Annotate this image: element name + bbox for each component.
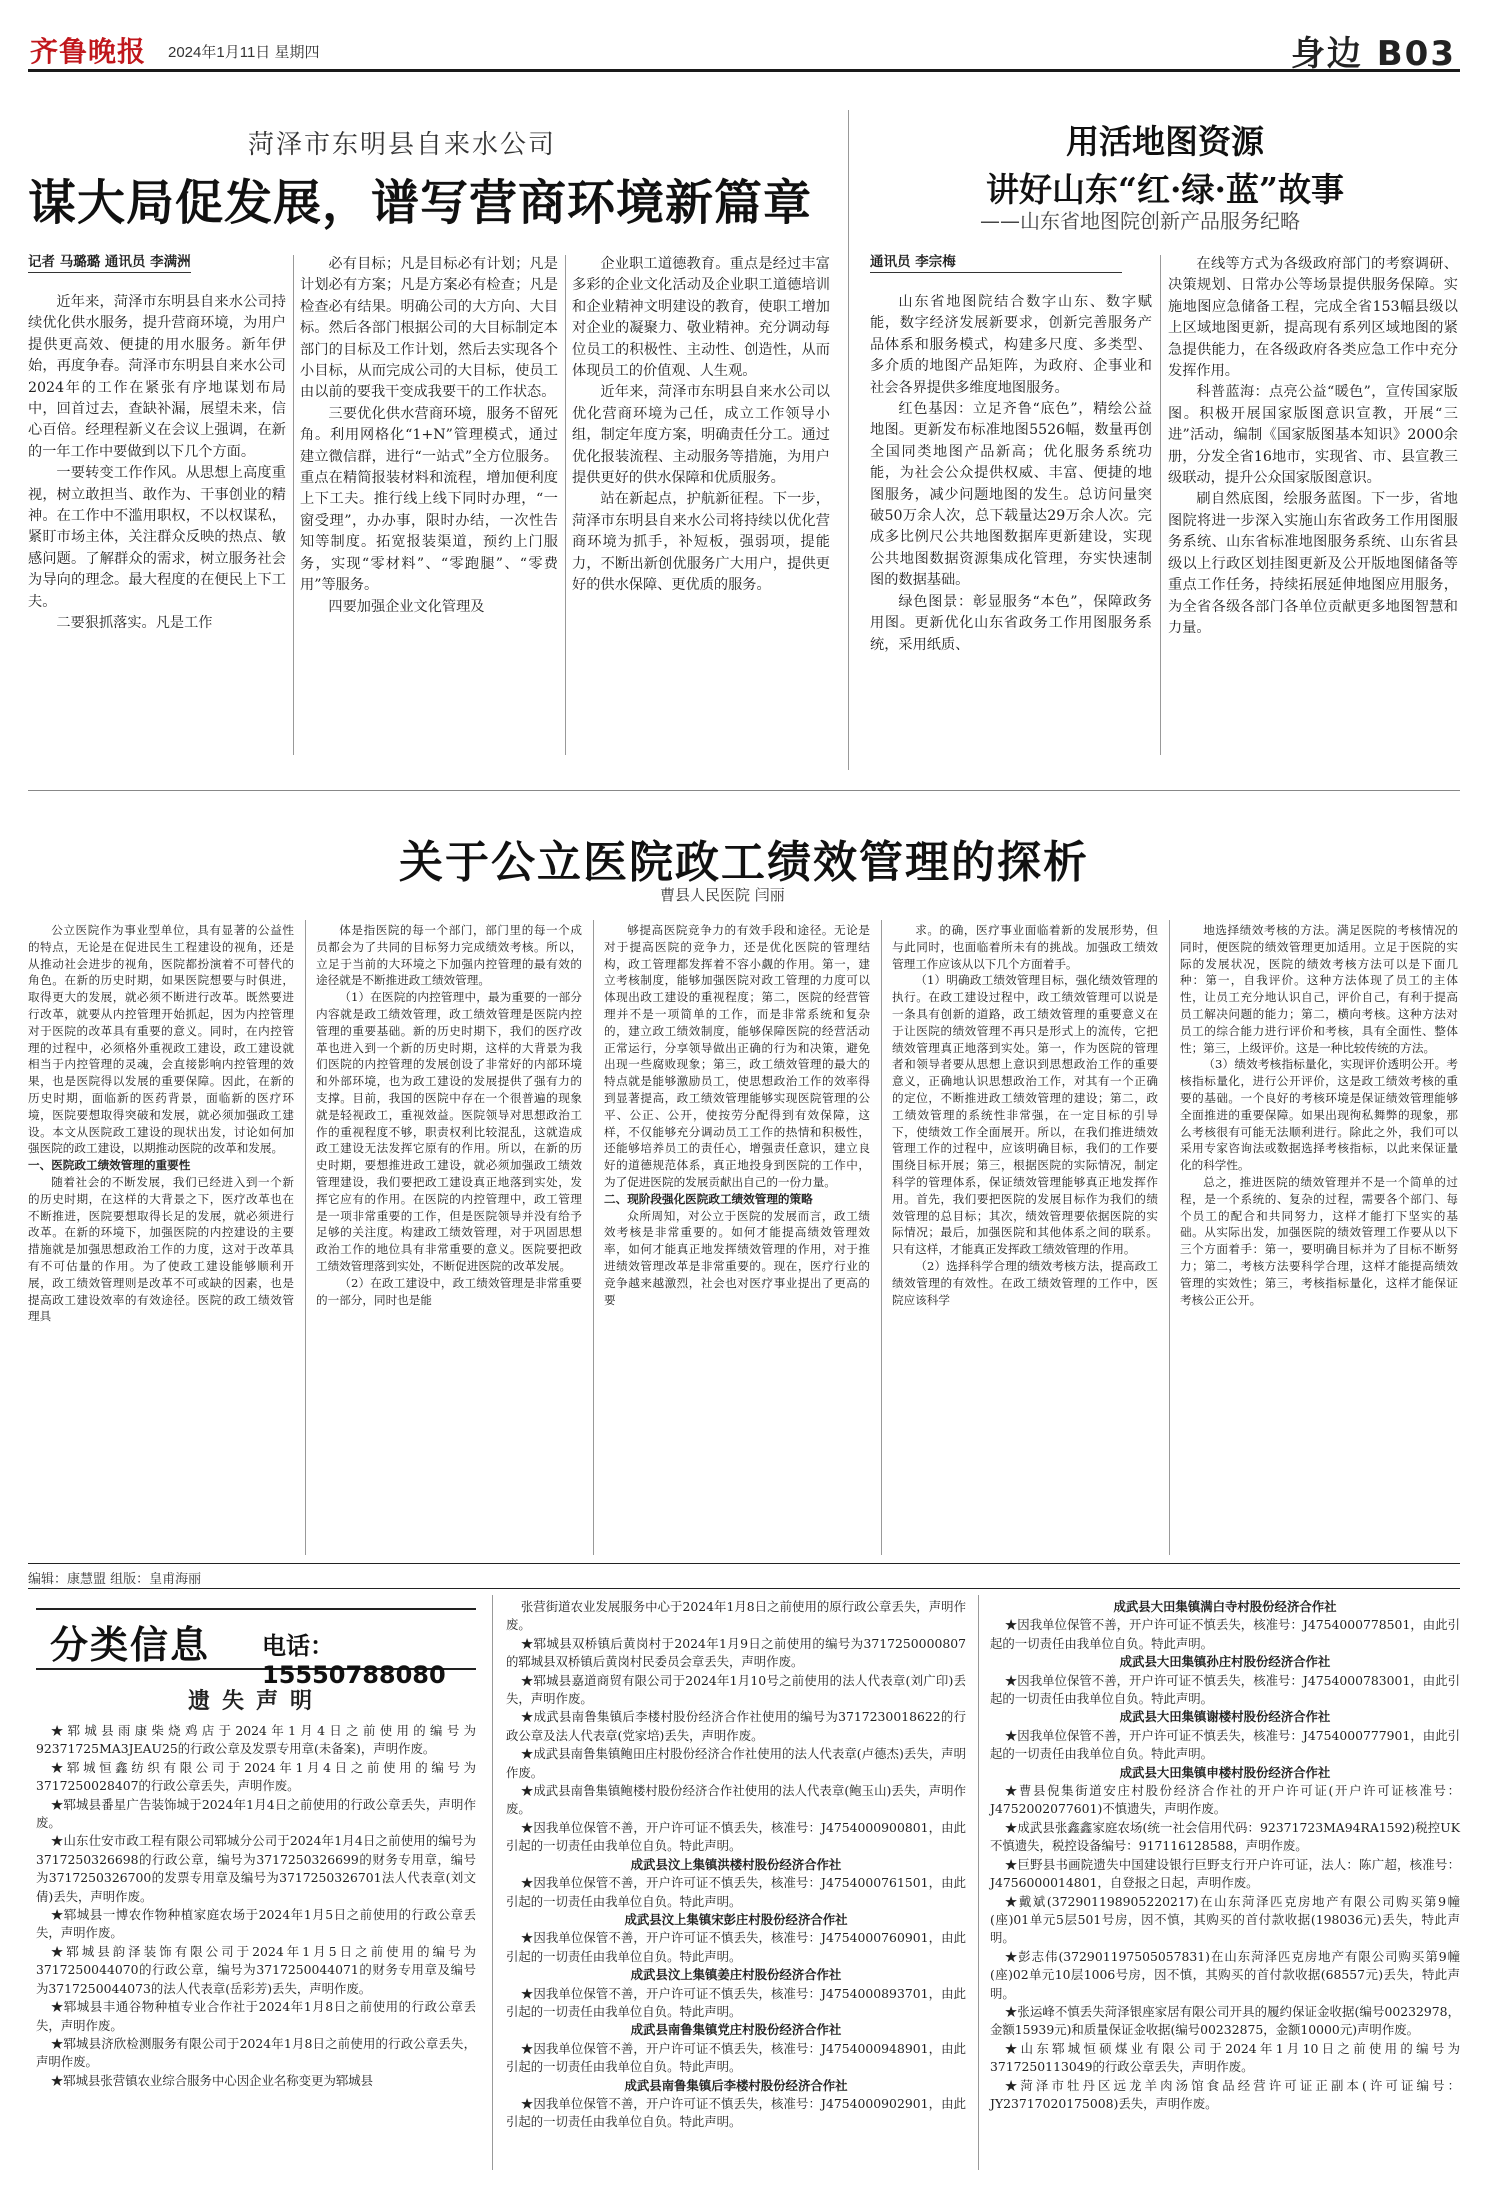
classified-banner (36, 1608, 476, 1689)
paragraph: ★巨野县书画院遗失中国建设银行巨野支行开户许可证，法人：陈广超，核准号：J4756000014801，自登报之日起，声明作废。 (990, 1856, 1460, 1891)
paragraph: ★郓城县嘉道商贸有限公司于2024年1月10号之前使用的法人代表章(刘广印)丢失，声明作废。 (506, 1672, 966, 1707)
editor-credits: 编辑：康慧盟 组版：皇甫海丽 (28, 1572, 202, 1587)
paragraph: 在线等方式为各级政府部门的考察调研、决策规划、日常办公等场景提供服务保障。实施地图应急储备工程，完成全省153幅县级以上区域地图更新，提高现有系列区域地图的紧急提供能力，在各级政府各类应急工作中充分发挥作用。 (1168, 256, 1458, 380)
article2-title-line2: 讲好山东“红·绿·蓝”故事 (986, 170, 1344, 209)
paragraph: ★菏泽市牡丹区远龙羊肉汤馆食品经营许可证正副本(许可证编号：JY23717020175008)丢失，声明作废。 (990, 2077, 1460, 2111)
paragraph: ★因我单位保管不善，开户许可证不慎丢失，核准号：J4754000948901，由此引起的一切责任由我单位自负。特此声明。 (506, 2040, 966, 2075)
classified-phone: 电话：15550788080 (262, 1632, 446, 1689)
column-divider (978, 1595, 979, 2170)
column-divider (305, 920, 306, 1555)
column-divider (1169, 920, 1170, 1555)
paragraph: 二要狠抓落实。凡是工作 (56, 615, 213, 632)
column-divider (881, 920, 882, 1555)
classified-col2 (506, 1598, 966, 2132)
paragraph: ★山东仕安市政工程有限公司郓城分公司于2024年1月4日之前使用的编号为3717250326698的行政公章，编号为3717250326699的财务专用章，编号为3717250326700的发票专用章及编号为3717250326701法人代表章(刘文倩)丢失，声明作废。 (36, 1833, 476, 1904)
paragraph: ★因我单位保管不善，开户许可证不慎丢失，核准号：J4754000893701，由此引起的一切责任由我单位自负。特此声明。 (506, 1985, 966, 2019)
notice-signature: 成武县汶上集镇洪楼村股份经济合作社 (630, 1856, 842, 1872)
section-heading: 二、现阶段强化医院政工绩效管理的策略 (604, 1191, 813, 1206)
paragraph: ★彭志伟(372901197505057831)在山东菏泽匹克房地产有限公司购买第9幢(座)02单元10层1006号房，因不慎，其购买的首付款收据(68557元)丢失，特此声明。 (990, 1948, 1460, 2001)
article3-title: 关于公立医院政工绩效管理的探析 (399, 837, 1089, 888)
paragraph: ★郓城县双桥镇后黄岗村于2024年1月9日之前使用的编号为3717250000807的郓城县双桥镇后黄岗村民委员会章丢失，声明作废。 (506, 1635, 966, 1670)
paragraph: ★郓城恒鑫纺织有限公司于2024年1月4日之前使用的编号为3717250028407的行政公章丢失，声明作废。 (36, 1759, 476, 1794)
paper-name: 齐鲁晚报 (30, 35, 147, 68)
paragraph: ★郓城县番星广告装饰城于2024年1月4日之前使用的行政公章丢失，声明作废。 (36, 1796, 476, 1831)
paragraph: 体是指医院的每一个部门，部门里的每一个成员都会为了共同的目标努力完成绩效考核。所以，立足于当前的大环境之下加强内控管理的最有效的途径就是不断推进政工绩效管理。 (316, 923, 582, 988)
section-divider (28, 1588, 1460, 1589)
section-divider (28, 790, 1460, 791)
article1-col2 (300, 254, 558, 618)
article-divider (848, 110, 849, 770)
paragraph: ★成武县南鲁集镇鲍田庄村股份经济合作社使用的法人代表章(卢德杰)丢失，声明作废。 (506, 1746, 966, 1780)
notice-signature: 成武县南鲁集镇后李楼村股份经济合作社 (624, 2077, 848, 2093)
paragraph: 绿色图景：彰显服务“本色”，保障政务用图。更新优化山东省政务工作用图服务系统，采用纸质、 (870, 593, 1152, 653)
paragraph: ★因我单位保管不善，开户许可证不慎丢失，核准号：J4754000900801，由此引起的一切责任由我单位自负。特此声明。 (506, 1819, 966, 1854)
classified-title: 分类信息 (50, 1622, 211, 1667)
paragraph: ★因我单位保管不善，开户许可证不慎丢失，核准号：J4754000777901，由此引起的一切责任由我单位自负。特此声明。 (990, 1727, 1460, 1762)
paragraph: ★郓城县张营镇农业综合服务中心因企业名称变更为郓城县 (50, 2072, 374, 2088)
section-heading: 一、医院政工绩效管理的重要性 (28, 1158, 191, 1173)
article1-col3 (572, 254, 830, 597)
paragraph: （3）绩效考核指标量化，实现评价透明公开。考核指标量化，进行公开评价，这是政工绩效考核的重要的基础。一个良好的考核环境是保证绩效管理能够全面推进的重要保障。如果出现徇私舞弊的现象，那么考核很有可能无法顺利进行。除此之外，我们可以采用专家咨询法或数据选择考核指标，以此来保证量化的科学性。 (1180, 1057, 1458, 1173)
article2-subtitle: ——山东省地图院创新产品服务纪略 (980, 209, 1300, 233)
paragraph: （2）在政工建设中，政工绩效管理是非常重要的一部分，同时也是能 (316, 1275, 582, 1307)
column-divider (492, 1595, 493, 2170)
article1-title: 谋大局促发展，谱写营商环境新篇章 (28, 175, 813, 231)
article1-byline: 记者 马璐璐 通讯员 李满洲 (28, 250, 191, 273)
paragraph: ★成武县南鲁集镇后李楼村股份经济合作社使用的编号为3717230018622的行政公章及法人代表章(党家培)丢失，声明作废。 (506, 1709, 966, 1743)
article3-col5 (1180, 922, 1458, 1308)
column-divider (565, 255, 566, 755)
paragraph: ★因我单位保管不善，开户许可证不慎丢失，核准号：J4754000760901，由此引起的一切责任由我单位自负。特此声明。 (506, 1930, 966, 1964)
paragraph: ★郓城县一博农作物种植家庭农场于2024年1月5日之前使用的行政公章丢失，声明作废。 (36, 1907, 476, 1941)
paragraph: 地选择绩效考核的方法。满足医院的考核情况的同时，便医院的绩效管理更加适用。立足于医院的实际的发展状况，医院的绩效考核方法可以是下面几种：第一，自我评价。这种方法体现了员工的主体性，让员工充分地认识自己，评价自己，有利于提高员工解决问题的能力；第二，横向考核。这种方法对员工的综合能力进行评价和考核，具有全面性、整体性；第三，上级评价。这是一种比较传统的方法。 (1180, 923, 1458, 1055)
column-divider (593, 920, 594, 1555)
paragraph: 四要加强企业文化管理及 (328, 598, 485, 615)
paragraph: ★山东郓城恒硕煤业有限公司于2024年1月10日之前使用的编号为3717250113049的行政公章丢失，声明作废。 (990, 2040, 1460, 2075)
section-label: 身边 B03 (1290, 34, 1456, 74)
notice-signature: 成武县大田集镇满白寺村股份经济合作社 (1113, 1599, 1337, 1614)
paragraph: ★郓城县丰通谷物种植专业合作社于2024年1月8日之前使用的行政公章丢失，声明作废。 (36, 1999, 476, 2033)
article3-col4 (892, 922, 1158, 1308)
paragraph: 近年来，菏泽市东明县自来水公司以优化营商环境为己任，成立工作领导小组，制定年度方案，明确责任分工。通过优化报装流程、主动服务等措施，为用户提供更好的供水保障和优质服务。 (572, 384, 830, 487)
paragraph: 红色基因：立足齐鲁“底色”，精绘公益地图。更新发布标准地图5526幅，数量再创全国同类地图产品新高；优化服务系统功能，为社会公众提供权威、丰富、便捷的地图服务，减少问题地图的发生。总访问量突破50万余人次，总下载量达29万余人次。完成多比例尺公共地图数据库更新建设，实现公共地图数据资源集成化管理，夯实快速制图的数据基础。 (870, 401, 1152, 589)
notice-signature: 成武县大田集镇孙庄村股份经济合作社 (1119, 1654, 1331, 1670)
paragraph: ★张运峰不慎丢失菏泽银座家居有限公司开具的履约保证金收据(编号00232978，金额15939元)和质量保证金收据(编号00232875，金额10000元)声明作废。 (990, 2003, 1460, 2038)
article3-author: 曹县人民医院 闫丽 (660, 886, 785, 904)
paragraph: 三要优化供水营商环境，服务不留死角。利用网格化“1+N”管理模式，通过建立微信群，进行“一站式”全方位服务。重点在精简报装材料和流程，增加便利度上下工夫。推行线上线下同时办理，“一窗受理”，办办事，限时办结，一次性告知等制度。拓宽报装渠道，预约上门服务，实现“零材料”、“零跑腿”、“零费用”等服务。 (300, 405, 558, 594)
masthead (28, 26, 1460, 72)
paragraph: ★因我单位保管不善，开户许可证不慎丢失，核准号：J4754000783001，由此引起的一切责任由我单位自负。特此声明。 (990, 1672, 1460, 1707)
paragraph: ★郓城县济欣检测服务有限公司于2024年1月8日之前使用的行政公章丢失，声明作废。 (36, 2035, 476, 2070)
paragraph: ★因我单位保管不善，开户许可证不慎丢失，核准号：J4754000778501，由此引起的一切责任由我单位自负。特此声明。 (990, 1617, 1460, 1651)
paragraph: ★郓城县雨康柴烧鸡店于2024年1月4日之前使用的编号为92371725MA3JEAU25的行政公章及发票专用章(未备案)，声明作废。 (36, 1723, 476, 1757)
article1-col1 (28, 292, 286, 635)
classified-col3 (990, 1598, 1460, 2113)
paragraph: 必有目标；凡是目标必有计划；凡是计划必有方案；凡是方案必有检查；凡是检查必有结果。明确公司的大方向、大目标。然后各部门根据公司的大目标制定本部门的目标及工作计划，然后去实现各个小目标，从而完成公司的大目标，使员工由以前的要我干变成我要干的工作状态。 (300, 256, 558, 401)
paragraph: 站在新起点，护航新征程。下一步，菏泽市东明县自来水公司将持续以优化营商环境为抓手，补短板，强弱项，提能力，不断出新创优服务广大用户，提供更好的供水保障、更优质的服务。 (572, 491, 830, 594)
notice-signature: 成武县大田集镇谢楼村股份经济合作社 (1119, 1709, 1331, 1725)
paragraph: （2）选择科学合理的绩效考核方法，提高政工绩效管理的有效性。在政工绩效管理的工作中，医院应该科学 (892, 1258, 1158, 1307)
column-divider (293, 255, 294, 755)
classified-col1 (36, 1722, 476, 2090)
paragraph: 随着社会的不断发展，我们已经进入到一个新的历史时期，在这样的大背景之下，医疗改革也在不断推进，医院要想取得长足的发展，就必须进行改革。在新的环境下，加强医院的内控建设的主要措施就是加强思想政治工作的力度，这对于改革具有不可估量的作用。为了使政工建设能够顺利开展，政工绩效管理则是改革不可或缺的因素，也是提高政工建设效率的有效途径。医院的政工绩效管理具 (28, 1174, 294, 1324)
article3-col1 (28, 922, 294, 1325)
paragraph: ★成武县南鲁集镇鲍楼村股份经济合作社使用的法人代表章(鲍玉山)丢失，声明作废。 (506, 1783, 966, 1817)
paragraph: 一要转变工作作风。从思想上高度重视，树立敢担当、敢作为、干事创业的精神。在工作中不滥用职权，不以权谋私，紧盯市场主体，关注群众反映的热点、敏感问题。了解群众的需求，树立服务社会为导向的理念。最大程度的在便民上下工夫。 (28, 465, 286, 610)
paragraph: 山东省地图院结合数字山东、数字赋能，数字经济发展新要求，创新完善服务产品体系和服务模式，构建多尺度、多类型、多介质的地图产品矩阵，为政府、企事业和社会各界提供多维度地图服务。 (870, 294, 1152, 396)
paragraph: 总之，推进医院的绩效管理并不是一个简单的过程，是一个系统的、复杂的过程，需要各个部门、每个员工的配合和共同努力，这样才能打下坚实的基础。从实际出发，加强医院的绩效管理工作要从以下三个方面着手：第一，要明确目标并为了目标不断努力；第二，考核方法要科学合理，这样才能提高绩效管理的实效性；第三，考核指标量化，这样才能保证考核公正公开。 (1180, 1174, 1458, 1307)
article3-col3 (604, 922, 870, 1308)
paragraph: 企业职工道德教育。重点是经过丰富多彩的企业文化活动及企业职工道德培训和企业精神文明建设的教育，使职工增加对企业的凝聚力、敬业精神。充分调动每位员工的积极性、主动性、创造性，从而体现员工的价值观、人生观。 (572, 256, 830, 380)
notice-signature: 成武县汶上集镇姜庄村股份经济合作社 (630, 1967, 842, 1983)
paragraph: ★因我单位保管不善，开户许可证不慎丢失，核准号：J4754000761501，由此引起的一切责任由我单位自负。特此声明。 (506, 1875, 966, 1909)
notice-signature: 成武县汶上集镇宋彭庄村股份经济合作社 (624, 1911, 848, 1927)
article3-col2 (316, 922, 582, 1308)
paragraph: （1）明确政工绩效管理目标，强化绩效管理的执行。在政工建设过程中，政工绩效管理可以说是一条具有创新的道路，政工绩效管理的重要意义在于让医院的绩效管理不再只是形式上的流传，它把绩效管理真正地落到实处。第一，作为医院的管理者和领导者要从思想上意识到思想政治工作的重要意义，正确地认识思想政治工作，对其有一个正确的定位，不断推进政工绩效管理的建设；第二，政工绩效管理的系统性非常强，在一定目标的引导下，使绩效工作全面展开。所以，在我们推进绩效管理工作的过程中，应该明确目标，我们的工作要围绕目标开展；第三，根据医院的实际情况，制定科学的管理体系，保证绩效管理能够真正地发挥作用。首先，我们要把医院的发展目标作为我们的绩效管理的总目标；其次，绩效管理要依据医院的实际情况；最后，加强医院和其他体系之间的联系。只有这样，才能真正发挥政工绩效管理的作用。 (892, 973, 1158, 1257)
paragraph: ★因我单位保管不善，开户许可证不慎丢失，核准号：J4754000902901，由此引起的一切责任由我单位自负。特此声明。 (506, 2095, 966, 2130)
paragraph: ★戴斌(372901198905220217)在山东菏泽匹克房地产有限公司购买第9幢(座)01单元5层501号房，因不慎，其购买的首付款收据(198036元)丢失，特此声明。 (990, 1893, 1460, 1946)
article2-title-line1: 用活地图资源 (1066, 122, 1264, 161)
section-divider (28, 1563, 1460, 1564)
paragraph: 够提高医院竞争力的有效手段和途径。无论是对于提高医院的竞争力，还是优化医院的管理结构，政工管理都发挥着不容小觑的作用。第一，建立考核制度，能够加强医院对政工管理的力度可以体现出政工建设的重视程度；第二，医院的经营管理并不是一项简单的工作，而是非常系统和复杂的，建立政工绩效制度，能够保障医院的经营活动正常运行，分享领导做出正确的行为和决策，避免出现一些腐败现象；第三，政工绩效管理的最大的特点就是能够激励员工，使思想政治工作的效率得到显著提高，政工绩效管理能够实现医院管理的公平、公正、公开，使按劳分配得到有效保障，这样，不仅能够充分调动员工工作的热情和积极性，还能够培养员工的责任心，增强责任意识，建立良好的道德规范体系，真正地投身到医院的工作中，为了促进医院的发展贡献出自己的一份力量。 (604, 923, 870, 1189)
article1-kicker: 菏泽市东明县自来水公司 (248, 130, 557, 160)
notice-signature: 成武县南鲁集镇党庄村股份经济合作社 (630, 2022, 842, 2038)
paragraph: 众所周知，对公立于医院的发展而言，政工绩效考核是非常重要的。如何才能提高绩效管理效率，如何才能真正地发挥绩效管理的作用，对于推进绩效管理改革是非常重要的。现在，医疗行业的竞争越来越激烈，社会也对医疗事业提出了更高的要 (604, 1208, 870, 1307)
article2-col1 (870, 292, 1152, 656)
paragraph: ★郓城县韵泽装饰有限公司于2024年1月5日之前使用的编号为3717250044070的行政公章，编号为3717250044071的财务专用章及编号为3717250044073的法人代表章(岳彩芳)丢失，声明作废。 (36, 1943, 476, 1996)
paragraph: 刷自然底图，绘服务蓝图。下一步，省地图院将进一步深入实施山东省政务工作用图服务系统、山东省标准地图服务系统、山东省县级以上行政区划挂图更新及公开版地图储备等重点工作任务，持续拓展延伸地图应用服务，为全省各级各部门各单位贡献更多地图智慧和力量。 (1168, 491, 1458, 636)
article2-col2 (1168, 254, 1458, 639)
paragraph: 求。的确，医疗事业面临着新的发展形势，但与此同时，也面临着所未有的挑战。加强政工绩效管理工作应该从以下几个方面着手。 (892, 923, 1158, 971)
column-divider (1160, 255, 1161, 755)
paragraph: 科普蓝海：点亮公益“暖色”，宣传国家版图。积极开展国家版图意识宣教，开展“三进”活动，编制《国家版图基本知识》2000余册，分发全省16地市，实现省、市、县宣教三级联动，提升公众国家版图意识。 (1168, 384, 1458, 487)
paragraph: ★成武县张鑫鑫家庭农场(统一社会信用代码：92371723MA94RA1592)税控UK不慎遗失，税控设备编号：917116128588，声明作废。 (990, 1819, 1460, 1854)
paper-date: 2024年1月11日 星期四 (168, 44, 320, 61)
paragraph: 近年来，菏泽市东明县自来水公司持续优化供水服务，提升营商环境，为用户提供更高效、便捷的用水服务。新年伊始，再度争春。菏泽市东明县自来水公司2024年的工作在紧张有序地谋划布局中，回首过去，查缺补漏，展望未来，信心百倍。经理程新义在会议上强调，在新的一年工作中要做到以下几个方面。 (28, 294, 286, 460)
paragraph: 张营街道农业发展服务中心于2024年1月8日之前使用的原行政公章丢失，声明作废。 (506, 1599, 966, 1633)
article2-byline: 通讯员 李宗梅 (870, 250, 1122, 273)
notice-signature: 成武县大田集镇申楼村股份经济合作社 (1119, 1764, 1331, 1780)
paragraph: （1）在医院的内控管理中，最为重要的一部分内容就是政工绩效管理，政工绩效管理是医院内控管理的重要基础。新的历史时期下，我们的医疗改革也进入到一个新的历史时期，这样的大背景为我们医院的内控管理的发展创设了非常好的内部环境和外部环境，也为政工建设的发展提供了强有力的支撑。目前，我国的医院中存在一个很普遍的现象就是轻视政工，重视效益。医院领导对思想政治工作的重视程度不够，职责权利比较混乱，这就造成政工建设无法发挥它原有的作用。所以，在新的历史时期，要想推进政工建设，就必须加强政工绩效管理建设，我们要把政工建设真正地落到实处，发挥它应有的作用。在医院的内控管理中，政工管理是一项非常重要的工作，但是医院领导并没有给予足够的关注度。构建政工绩效管理，对于巩固思想政治工作的地位具有非常重要的意义。医院要把政工绩效管理落到实处，不断促进医院的改革发展。 (316, 990, 582, 1273)
lost-notice-title: 遗失声明 (187, 1688, 324, 1714)
article2-title (870, 118, 1460, 214)
paragraph: ★曹县倪集街道安庄村股份经济合作社的开户许可证(开户许可证核准号：J4752002077601)不慎遗失，声明作废。 (990, 1783, 1460, 1817)
classified-header (28, 1598, 478, 1716)
paragraph: 公立医院作为事业型单位，具有显著的公益性的特点，无论是在促进民生工程建设的视角，还是从推动社会进步的视角，医院都扮演着不可替代的角色。在新的历史时期，如果医院想要与时俱进，取得更大的发展，就必须不断进行改革。既然要进行改革，就要从内控管理开始抓起，因为内控管理对于医院的改革具有重要的意义。同时，在内控管理的过程中，必须格外重视政工建设，政工建设就相当于内控管理的灵魂，会直接影响内控管理的效果，也是医院得以发展的重要保障。因此，在新的历史时期，面临新的医药背景，面临新的医疗环境，医院要想取得突破和发展，就必须加强政工建设。本文从医院政工建设的现状出发，讨论如何加强医院的政工建设，以期推动医院的改革和发展。 (28, 923, 294, 1156)
